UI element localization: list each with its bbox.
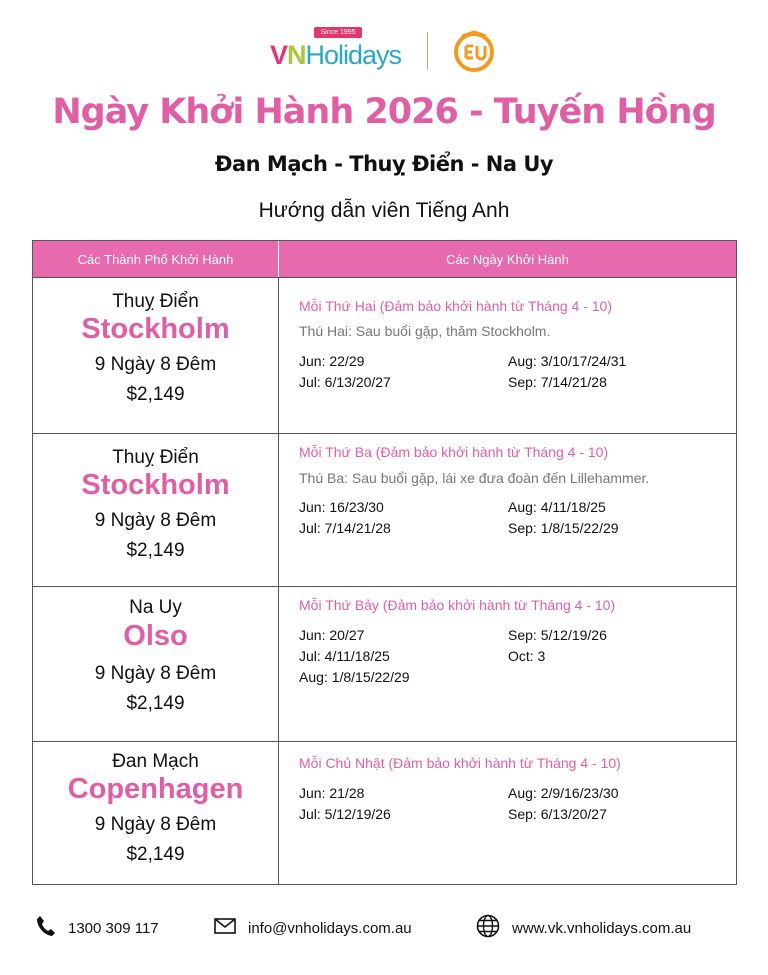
- date-list: [299, 785, 736, 822]
- date-entry: Sep: 5/12/19/26: [508, 627, 607, 643]
- table-row: [33, 586, 736, 741]
- tour-duration: 9 Ngày 8 Đêm: [94, 663, 217, 685]
- country-name: Na Uy: [129, 597, 182, 618]
- page-title: Ngày Khởi Hành 2026 - Tuyến Hồng: [52, 92, 716, 132]
- tour-duration: 9 Ngày 8 Đêm: [94, 510, 217, 532]
- column-header-dates: Các Ngày Khởi Hành: [446, 251, 569, 267]
- city-cell: [33, 278, 279, 433]
- dates-cell: [279, 278, 736, 433]
- city-cell: [33, 742, 279, 884]
- date-entry: Sep: 1/8/15/22/29: [508, 520, 619, 536]
- tour-price: $2,149: [126, 384, 185, 406]
- schedule-title: Mỗi Thứ Bảy (Đảm bảo khởi hành từ Tháng 4 - 10): [299, 597, 616, 613]
- phone-icon: [36, 915, 56, 941]
- phone-number: 1300 309 117: [68, 919, 159, 937]
- country-name: Thuỵ Điển: [112, 291, 199, 312]
- dates-cell: [279, 742, 736, 884]
- date-entry: Aug: 4/11/18/25: [508, 499, 606, 515]
- brand-since-badge: Since 1995: [314, 27, 362, 38]
- column-header-cities: Các Thành Phố Khởi Hành: [33, 241, 279, 277]
- page-subtitle: Đan Mạch - Thuỵ Điển - Na Uy: [214, 152, 554, 176]
- website-contact[interactable]: [476, 910, 691, 946]
- email-contact[interactable]: [214, 910, 412, 946]
- phone-contact[interactable]: [36, 910, 159, 946]
- date-entry: Jun: 20/27: [299, 627, 365, 643]
- tour-duration: 9 Ngày 8 Đêm: [94, 354, 217, 376]
- table-header: [33, 241, 736, 277]
- guide-language: Hướng dẫn viên Tiếng Anh: [258, 199, 510, 222]
- date-entry: Jul: 4/11/18/25: [299, 648, 390, 664]
- schedule-note: Thú Ba: Sau buổi gặp, lái xe đưa đoàn đến Lillehammer.: [299, 470, 650, 486]
- schedule-title: Mỗi Chủ Nhật (Đảm bảo khởi hành từ Tháng 4 - 10): [299, 755, 621, 771]
- date-entry: Jul: 5/12/19/26: [299, 806, 391, 822]
- departure-table: [32, 240, 737, 885]
- dates-cell: [279, 434, 736, 586]
- date-entry: Jun: 22/29: [299, 353, 365, 369]
- website-url: www.vk.vnholidays.com.au: [512, 919, 692, 937]
- tour-price: $2,149: [126, 540, 185, 562]
- table-row: [33, 277, 736, 433]
- date-entry: Jun: 16/23/30: [299, 499, 384, 515]
- city-name: Stockholm: [81, 313, 230, 345]
- date-list: [299, 353, 736, 390]
- date-entry: Aug: 3/10/17/24/31: [508, 353, 627, 369]
- city-name: Olso: [123, 620, 188, 652]
- date-entry: Aug: 2/9/16/23/30: [508, 785, 619, 801]
- logo-divider: [427, 32, 428, 70]
- schedule-title: Mỗi Thứ Ba (Đảm bảo khởi hành từ Tháng 4 - 10): [299, 444, 609, 460]
- city-name: Copenhagen: [67, 773, 244, 805]
- table-row: [33, 433, 736, 586]
- city-name: Stockholm: [81, 469, 230, 501]
- date-entry: Jul: 7/14/21/28: [299, 520, 391, 536]
- city-cell: [33, 434, 279, 586]
- contact-footer: [0, 910, 768, 946]
- schedule-title: Mỗi Thứ Hai (Đảm bảo khởi hành từ Tháng 4 - 10): [299, 298, 612, 314]
- header-logos: [0, 26, 768, 76]
- date-entry: Oct: 3: [508, 648, 546, 664]
- schedule-note: Thú Hai: Sau buổi gặp, thăm Stockholm.: [299, 323, 551, 339]
- tour-price: $2,149: [126, 693, 185, 715]
- date-list: [299, 627, 736, 685]
- date-entry: Jun: 21/28: [299, 785, 365, 801]
- tour-price: $2,149: [126, 844, 185, 866]
- table-row: [33, 741, 736, 884]
- date-entry: Sep: 7/14/21/28: [508, 374, 607, 390]
- date-entry: Aug: 1/8/15/22/29: [299, 669, 410, 685]
- globe-icon: [476, 914, 500, 942]
- partner-logo: [452, 30, 496, 72]
- mail-icon: [214, 918, 236, 938]
- date-list: [299, 499, 736, 536]
- dates-cell: [279, 587, 736, 741]
- country-name: Đan Mạch: [112, 751, 199, 772]
- email-address: info@vnholidays.com.au: [248, 919, 412, 937]
- date-entry: Sep: 6/13/20/27: [508, 806, 607, 822]
- vnholidays-logo[interactable]: [270, 26, 402, 76]
- city-cell: [33, 587, 279, 741]
- tour-duration: 9 Ngày 8 Đêm: [94, 814, 217, 836]
- country-name: Thuỵ Điển: [112, 447, 199, 468]
- date-entry: Jul: 6/13/20/27: [299, 374, 391, 390]
- brand-name: VNHolidays: [270, 40, 402, 70]
